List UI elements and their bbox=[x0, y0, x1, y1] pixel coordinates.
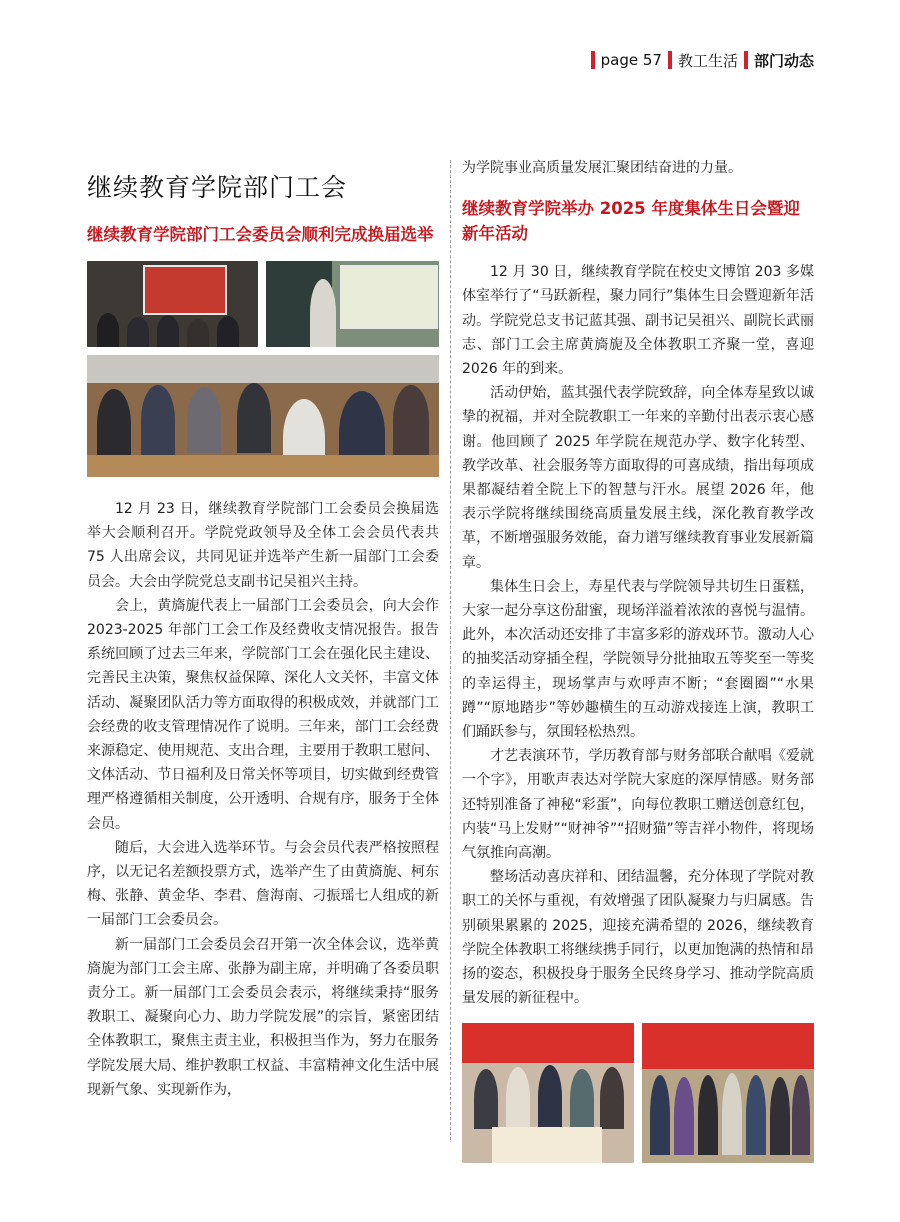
header-bar bbox=[744, 51, 748, 69]
speaker-photo bbox=[266, 261, 439, 347]
right-column bbox=[462, 160, 814, 1171]
article1-paragraph: 新一届部门工会委员会召开第一次全体会议，选举黄旖旎为部门工会主席、张静为副主席，并明确了各委员职责分工。新一届部门工会委员会表示，将继续秉持“服务教职工、凝聚向心力、助力学院发展”的宗旨，紧密团结全体教职工，聚焦主责主业，积极担当作为，努力在服务学院发展大局、维护教职工权益、丰富精神文化生活中展现新气象、实现新作为， bbox=[87, 936, 439, 1098]
article2-heading: 继续教育学院举办 2025 年度集体生日会暨迎新年活动 bbox=[462, 199, 800, 244]
article2-paragraph: 集体生日会上，寿星代表与学院领导共切生日蛋糕，大家一起分享这份甜蜜，现场洋溢着浓浓的喜悦与温情。此外，本次活动还安排了丰富多彩的游戏环节。激动人心的抽奖活动穿插全程，学院领导分批抽取五等奖至一等奖的幸运得主，现场掌声与欢呼声不断；“套圈圈”“水果蹲”“原地踏步”等妙趣横生的互动游戏接连上演，教职工们踊跃参与，氛围轻松热烈。 bbox=[462, 578, 814, 741]
article2-paragraph: 整场活动喜庆祥和、团结温馨，充分体现了学院对教职工的关怀与重视，有效增强了团队凝聚力与归属感。告别硕果累累的 2025，迎接充满希望的 2026，继续教育学院全体教职工将继续携手同行，以更加饱满的热情和昂扬的姿态，积极投身于服务全民终身学习、推动学院高质量发展的新征程中。 bbox=[462, 869, 814, 1007]
article2-paragraph: 12 月 30 日，继续教育学院在校史文博馆 203 多媒体室举行了“马跃新程，聚力同行”集体生日会暨迎新年活动。学院党总支书记蓝其强、副书记吴祖兴、副院长武丽志、部门工会主席黄旖旎及全体教职工齐聚一堂，喜迎 2026 年的到来。 bbox=[462, 264, 814, 378]
article2-paragraph: 活动伊始，蓝其强代表学院致辞，向全体寿星致以诚挚的祝福，并对全院教职工一年来的辛勤付出表示衷心感谢。他回顾了 2025 年学院在规范办学、数字化转型、教学改革、社会服务等方面取得的可喜成绩，指出每项成果都凝结着全院上下的智慧与汗水。展望 2026 年，他表示学院将继续围绕高质量发展主线，深化教育教学改革，不断增强服务效能，奋力谱写继续教育事业发展新篇章。 bbox=[462, 385, 814, 571]
article2-paragraph: 才艺表演环节，学历教育部与财务部联合献唱《爱就一个字》，用歌声表达对学院大家庭的深厚情感。财务部还特别准备了神秘“彩蛋”，向每位教职工赠送创意红包，内装“马上发财”“财神爷”“招财猫”等吉祥小物件，将现场气氛推向高潮。 bbox=[462, 748, 814, 862]
article1-continuation: 为学院事业高质量发展汇聚团结奋进的力量。 bbox=[462, 160, 742, 176]
article1-heading: 继续教育学院部门工会委员会顺利完成换届选举 bbox=[87, 225, 434, 244]
article1-photos-top bbox=[87, 261, 439, 347]
header-bar bbox=[668, 51, 672, 69]
cake-cutting-photo bbox=[462, 1023, 634, 1163]
audience-photo bbox=[87, 355, 439, 477]
article1-paragraph: 12 月 23 日，继续教育学院部门工会委员会换届选举大会顺利召开。学院党政领导及全体工会会员代表共 75 人出席会议，共同见证并选举产生新一届部门工会委员会。大会由学院党总支副书记吴祖兴主持。 bbox=[87, 501, 439, 590]
header-section: 部门动态 bbox=[753, 51, 814, 70]
meeting-photo bbox=[87, 261, 258, 347]
left-column bbox=[87, 160, 439, 1102]
page-number: page 57 bbox=[600, 51, 662, 69]
article2-photos bbox=[462, 1023, 814, 1163]
article1-paragraph: 会上，黄旖旎代表上一届部门工会委员会，向大会作 2023-2025 年部门工会工作及经费收支情况报告。报告系统回顾了过去三年来，学院部门工会在强化民主建设、完善民主决策，聚焦权益保障、深化人文关怀，丰富文体活动、凝聚团队活力等方面取得的积极成效，并就部门工会经费的收支管理情况作了说明。三年来，部门工会经费来源稳定、使用规范、支出合理，主要用于教职工慰问、文体活动、节日福利及日常关怀等项目，切实做到经费管理严格遵循相关制度，公开透明、合规有序，服务于全体会员。 bbox=[87, 597, 439, 832]
article1-paragraph: 随后，大会进入选举环节。与会会员代表严格按照程序，以无记名差额投票方式，选举产生了由黄旖旎、柯东梅、张静、黄金华、李君、詹海南、刁振瑶七人组成的新一届部门工会委员会。 bbox=[87, 839, 439, 929]
header-category: 教工生活 bbox=[677, 51, 738, 70]
article1-photos-bottom bbox=[87, 355, 439, 477]
group-photo bbox=[642, 1023, 814, 1163]
header-bar bbox=[591, 51, 595, 69]
page-title: 继续教育学院部门工会 bbox=[87, 173, 348, 202]
column-divider bbox=[450, 160, 451, 1140]
page-header bbox=[585, 48, 814, 72]
